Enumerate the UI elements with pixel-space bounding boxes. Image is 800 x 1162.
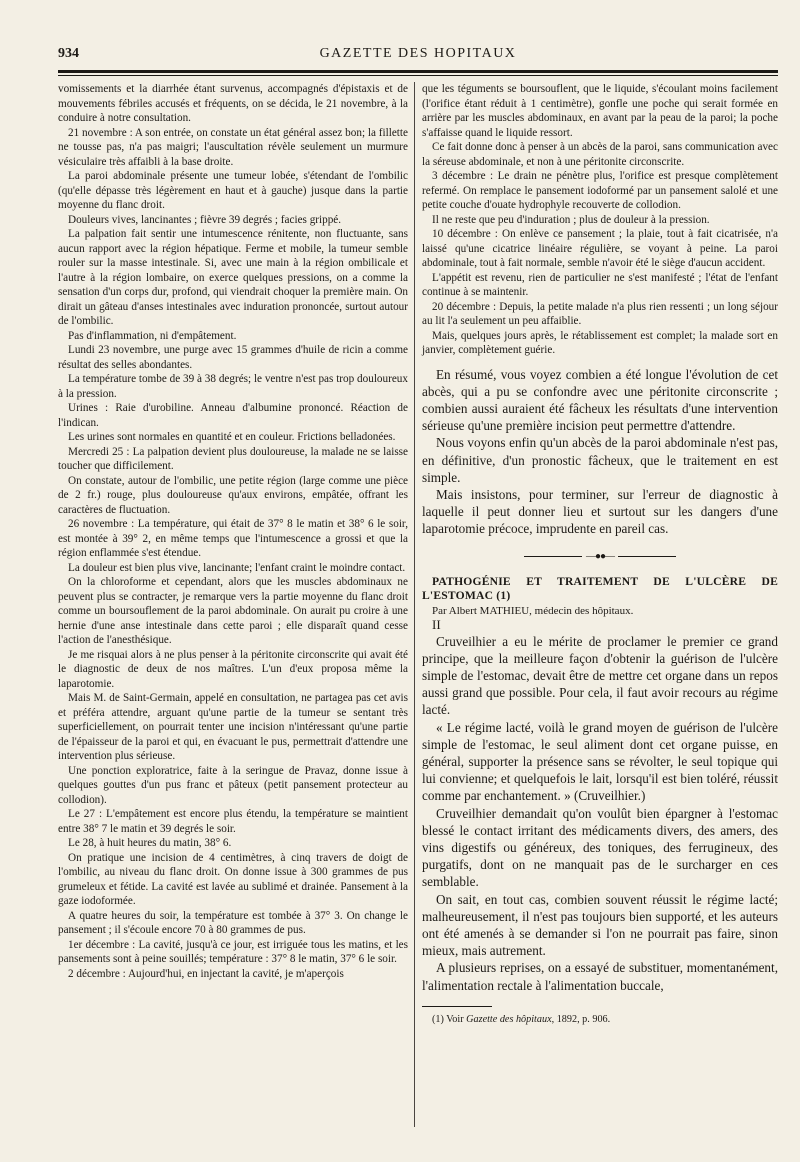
paragraph: « Le régime lacté, voilà le grand moyen de guérison de l'ulcère simple de l'estomac, le seul aliment dont cet organe puisse, en général, supporter la présence sans se révolter, le seul topique qui lui convienne; et quelquefois le lait, lorsqu'il est bien toléré, réussit comme par enchantement. » (Cruveilhier.) — [422, 719, 778, 804]
paragraph: On la chloroforme et cependant, alors que les muscles abdominaux ne peuvent plus se contracter, je remarque vers la partie moyenne du flanc droit comme un boursouflement de la paroi abdominale. On aurait pu croire à une hernie d'une anse intestinale dans cette paroi ; elle disparaît quand cesse l'action de l'anesthésique. — [58, 576, 408, 646]
paragraph: 10 décembre : On enlève ce pansement ; la plaie, tout à fait cicatrisée, n'a laissé qu'une cicatrice linéaire régulière, se voyant à peine. La paroi abdominale, tout à fait normale, semble n'avoir été le siège d'aucun accident. — [422, 228, 778, 269]
paragraph: La paroi abdominale présente une tumeur lobée, s'étendant de l'ombilic (qu'elle dépasse très légèrement en haut et à gauche) jusque dans la partie moyenne du flanc droit. — [58, 170, 408, 211]
paragraph: Douleurs vives, lancinantes ; fièvre 39 degrés ; facies grippé. — [68, 213, 342, 226]
article-body — [422, 633, 778, 994]
paragraph: Mercredi 25 : La palpation devient plus douloureuse, la malade ne se laisse toucher que difficilement. — [58, 445, 408, 472]
paragraph: 20 décembre : Depuis, la petite malade n'a plus rien ressenti ; un long séjour au lit l'a seulement un peu affaiblie. — [422, 300, 778, 327]
left-column — [58, 82, 408, 981]
page-header — [58, 44, 778, 66]
article-title: PATHOGÉNIE ET TRAITEMENT DE L'ULCÈRE DE L'ESTOMAC (1) — [422, 574, 778, 603]
paragraph: 3 décembre : Le drain ne pénètre plus, l'orifice est presque complètement refermé. On remplace le pansement iodoformé par un pansement salolé et une petite couche d'ouate hydrophyle recouverte de collodion. — [422, 170, 778, 211]
paragraph: En résumé, vous voyez combien a été longue l'évolution de cet abcès, qui a pu se confondre avec une péritonite circonscrite ; combien aussi auraient été fâcheux les résultats d'une intervention sérieuse qu'une première incision peut permettre d'attendre. — [422, 366, 778, 434]
footnote-ref: , 1892, p. 906. — [551, 1013, 611, 1025]
paragraph: Cruveilhier demandait qu'on voulût bien épargner à l'estomac blessé le contact irritant des médicaments divers, des amers, des vins digestifs ou généreux, des toniques, des ferrugineux, des purgatifs, dont on ne manquait pas de le surcharger en ces semblable. — [422, 805, 778, 890]
section-ornament: —●●— — [422, 550, 778, 565]
paragraph: Il ne reste que peu d'induration ; plus de douleur à la pression. — [432, 213, 710, 226]
page-number: 934 — [58, 46, 79, 61]
article-byline: Par Albert MATHIEU, médecin des hôpitaux. — [432, 604, 634, 617]
paragraph: Le 27 : L'empâtement est encore plus étendu, la température se maintient entre 38° 7 le matin et 39 degrés le soir. — [58, 808, 408, 835]
paragraph: Urines : Raie d'urobiline. Anneau d'albumine prononcé. Réaction de l'indican. — [58, 402, 408, 429]
paragraph: 26 novembre : La température, qui était de 37° 8 le matin et 38° 6 le soir, est montée à 39° 2, en même temps que l'intumescence a grossi et que la région enflammée s'est étendue. — [58, 518, 408, 559]
header-rule-thick — [58, 70, 778, 73]
paragraph: A quatre heures du soir, la température est tombée à 37° 3. On change le pansement ; il s'écoule encore 70 à 80 grammes de pus. — [58, 909, 408, 936]
footnote-rule — [422, 1006, 492, 1007]
paragraph: que les téguments se boursouflent, que le liquide, s'écoulant moins facilement (l'orifice étant réduit à 1 centimètre), gonfle une poche qui serait formée en arrière par les muscles abdominaux, en avant par la peau de la paroi; la poche s'affaisse quand le liquide ressort. — [422, 83, 778, 139]
paragraph: vomissements et la diarrhée étant survenus, accompagnés d'épistaxis et de mouvements fébriles accusés et fréquents, on se décida, le 21 novembre, à la conduire à notre consultation. — [58, 83, 408, 124]
paragraph: Mais, quelques jours après, le rétablissement est complet; la malade sort en janvier, complètement guérie. — [422, 329, 778, 356]
paragraph: Mais insistons, pour terminer, sur l'erreur de diagnostic à laquelle il peut donner lieu et surtout sur les dangers d'une laparotomie précoce, imprudente en pareil cas. — [422, 486, 778, 537]
paragraph: On sait, en tout cas, combien souvent réussit le régime lacté; malheureusement, il n'est pas toujours bien supporté, et les auteurs ont été amenés à se demander si l'on ne pourrait pas faire, sinon mieux, mais autrement. — [422, 891, 778, 959]
paragraph: La palpation fait sentir une intumescence rénitente, non fluctuante, sans aucun rapport avec la région hépatique. Ferme et mobile, la tumeur semble rouler sur la masse intestinale. Si, avec une main à la région ombilicale et l'autre à la région lombaire, on exerce quelques pressions, on a comme la sensation d'un corps dur, profond, qui viendrait choquer la première main. On dirait un gâteau d'anses intestinales avec induration prononcée, surtout autour de l'ombilic. — [58, 228, 408, 327]
paragraph: Je me risquai alors à ne plus penser à la péritonite circonscrite qui avait été le diagnostic de deux de nos maîtres. L'un d'eux proposa même la laparotomie. — [58, 648, 408, 690]
footnote-prefix: (1) Voir — [432, 1013, 464, 1025]
paragraph: 21 novembre : A son entrée, on constate un état général assez bon; la fillette ne tousse pas, n'a pas maigri; l'auscultation révèle seulement un murmure vésiculaire très affaibli à la base droite. — [58, 126, 408, 168]
paragraph: Le 28, à huit heures du matin, 38° 6. — [68, 837, 232, 849]
section-number: II — [432, 617, 441, 633]
paragraph: On constate, autour de l'ombilic, une petite région (large comme une pièce de 2 fr.) rouge, plus douloureuse qu'aux environs, empâtée, offrant les caractères de fluctuation. — [58, 474, 408, 516]
conclusion-block — [422, 366, 778, 538]
column-divider — [414, 82, 415, 1127]
paragraph: Cruveilhier a eu le mérite de proclamer le premier ce grand principe, que la meilleure façon d'obtenir la guérison de l'ulcère simple de l'estomac, devait être de mettre cet organe dans un repos aussi grand que possible. Pour cela, il faut avoir recours au régime lacté. — [422, 633, 778, 718]
footnote — [422, 1013, 778, 1026]
right-column — [422, 82, 778, 1026]
paragraph: Une ponction exploratrice, faite à la seringue de Pravaz, donne issue à quelques gouttes d'un pus franc et pâteux (petit pansement protecteur au collodion). — [58, 764, 408, 806]
paragraph: Pas d'inflammation, ni d'empâtement. — [68, 329, 237, 342]
paragraph: La douleur est bien plus vive, lancinante; l'enfant craint le moindre contact. — [68, 561, 406, 574]
footnote-journal: Gazette des hôpitaux — [466, 1013, 552, 1025]
paragraph: Mais M. de Saint-Germain, appelé en consultation, ne partagea pas cet avis et préféra attendre, arguant qu'une partie de la tumeur se sentant très superficiellement, on pourrait tenter une incision n'intéressant qu'une partie de l'épaisseur de la paroi et qui, en évacuant le pus, permettrait d'attendre une intervention plus sérieuse. — [58, 692, 408, 762]
paragraph: Ce fait donne donc à penser à un abcès de la paroi, sans communication avec la séreuse abdominale, et non à une péritonite circonscrite. — [422, 141, 778, 168]
journal-title: GAZETTE DES HOPITAUX — [319, 46, 517, 61]
paragraph: Lundi 23 novembre, une purge avec 15 grammes d'huile de ricin a comme résultat des selles abondantes. — [58, 344, 408, 371]
paragraph: Les urines sont normales en quantité et en couleur. Frictions belladonées. — [68, 431, 396, 443]
paragraph: La température tombe de 39 à 38 degrés; le ventre n'est pas trop douloureux à la pression. — [58, 373, 408, 400]
paragraph: Nous voyons enfin qu'un abcès de la paroi abdominale n'est pas, en définitive, d'un pronostic fâcheux, que le traitement en est simple. — [422, 435, 778, 485]
paragraph: On pratique une incision de 4 centimètres, à cinq travers de doigt de l'ombilic, au niveau du flanc droit. On donne issue à 300 grammes de pus grumeleux et fétide. La cavité est lavée au sublimé et drainée. Pansement à la gaze iodoformée. — [58, 851, 408, 907]
paragraph: L'appétit est revenu, rien de particulier ne s'est manifesté ; l'état de l'enfant continue à se maintenir. — [422, 271, 778, 298]
header-rule-thin — [58, 75, 778, 76]
paragraph: 1er décembre : La cavité, jusqu'à ce jour, est irriguée tous les matins, et les pansements sont à peine souillés; température : 37° 8 le matin, 37° 6 le soir. — [58, 938, 408, 965]
paragraph: A plusieurs reprises, on a essayé de substituer, momentanément, l'alimentation rectale à l'alimentation buccale, — [422, 960, 778, 993]
paragraph: 2 décembre : Aujourd'hui, en injectant la cavité, je m'aperçois — [68, 967, 344, 980]
